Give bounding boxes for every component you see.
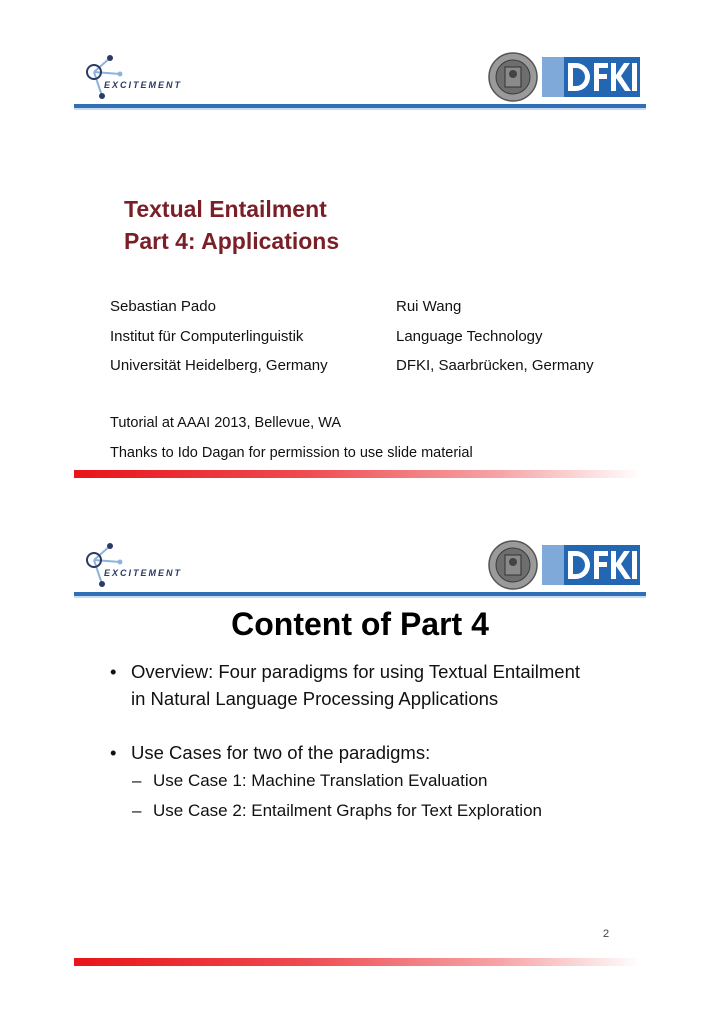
author-location: DFKI, Saarbrücken, Germany <box>396 357 594 374</box>
excitement-logo-text: EXCITEMENT <box>104 568 183 578</box>
slide-1 <box>0 0 720 500</box>
author-name: Sebastian Pado <box>110 298 216 315</box>
dash-icon: – <box>132 801 142 820</box>
tutorial-line: Tutorial at AAAI 2013, Bellevue, WA <box>110 415 342 431</box>
excitement-logo-text: EXCITEMENT <box>104 80 183 90</box>
sub-bullet-item: – Use Case 2: Entailment Graphs for Text Exploration <box>110 796 590 826</box>
thanks-line: Thanks to Ido Dagan for permission to use slide material <box>110 444 473 461</box>
tutorial-notes <box>110 409 473 468</box>
author-left-block <box>110 292 328 381</box>
content-bullets <box>110 658 590 826</box>
bullet-dot-icon: • <box>110 661 117 682</box>
excitement-logo-icon <box>80 52 190 102</box>
dfki-logo-icon <box>542 57 640 97</box>
author-affiliation: Language Technology <box>396 327 543 345</box>
slide-2-title: Content of Part 4 <box>231 606 489 642</box>
bullet-dot-icon: • <box>110 742 117 763</box>
dfki-logo-icon <box>542 545 640 585</box>
sub-bullet-item: – Use Case 1: Machine Translation Evaluation <box>110 766 590 796</box>
author-location: Universität Heidelberg, Germany <box>110 357 328 374</box>
bullet-item: • Use Cases for two of the paradigms: <box>110 739 590 766</box>
university-seal-icon <box>488 540 538 590</box>
slide-2 <box>0 500 720 1019</box>
author-affiliation: Institut für Computerlinguistik <box>110 327 304 345</box>
footer-divider <box>74 470 642 478</box>
slide-1-title: Textual Entailment Part 4: Applications <box>124 196 340 254</box>
header-divider <box>74 104 646 108</box>
footer-divider <box>74 958 642 966</box>
bullet-item: • Overview: Four paradigms for using Textual Entailment in Natural Language Processing Applications <box>110 658 590 712</box>
author-right-block <box>396 292 594 381</box>
university-seal-icon <box>488 52 538 102</box>
dash-icon: – <box>132 771 142 790</box>
page-number: 2 <box>603 928 610 940</box>
author-name: Rui Wang <box>396 298 462 315</box>
excitement-logo-icon <box>80 540 190 590</box>
header-divider <box>74 592 646 596</box>
